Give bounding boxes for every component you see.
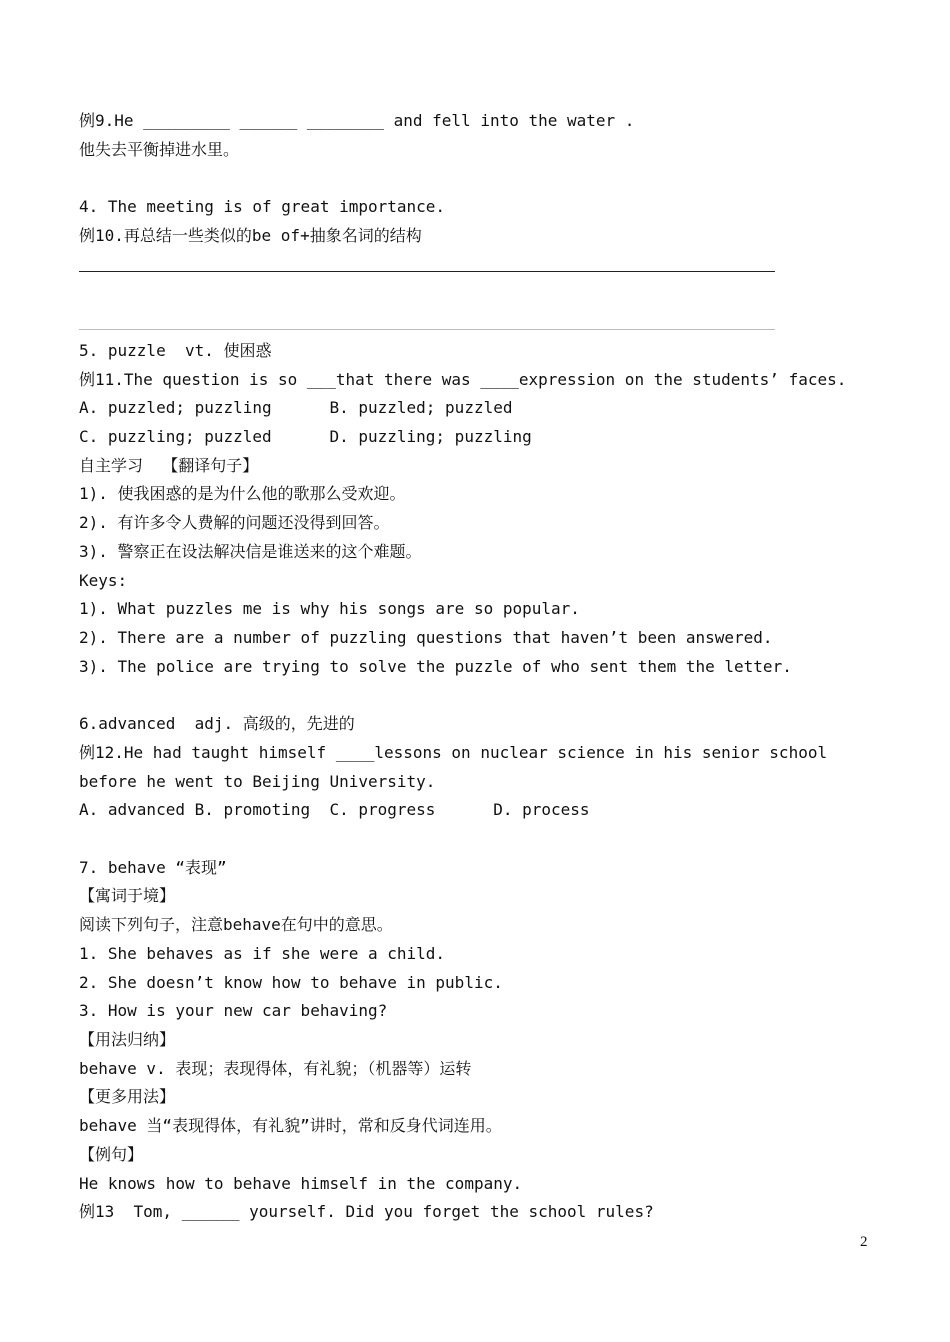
- item-4-heading: 4. The meeting is of great importance.: [79, 197, 446, 216]
- context-sentence-2: 2. She doesn’t know how to behave in public.: [79, 973, 503, 992]
- divider-line: [79, 329, 775, 330]
- translate-item-3: 3). 警察正在设法解决信是谁送来的这个难题。: [79, 542, 422, 561]
- key-item-1: 1). What puzzles me is why his songs are so popular.: [79, 599, 580, 618]
- translate-item-2: 2). 有许多令人费解的问题还没得到回答。: [79, 513, 390, 532]
- keys-heading: Keys:: [79, 571, 128, 590]
- context-heading: 【寓词于境】: [79, 886, 176, 905]
- answer-line: [79, 271, 775, 272]
- example-9-translation: 他失去平衡掉进水里。: [79, 140, 240, 159]
- context-sentence-1: 1. She behaves as if she were a child.: [79, 944, 446, 963]
- example-11-options-ab: A. puzzled; puzzling B. puzzled; puzzled: [79, 398, 513, 417]
- self-study-heading: 自主学习 【翻译句子】: [79, 456, 259, 475]
- example-heading: 【例句】: [79, 1145, 144, 1164]
- example-12-options: A. advanced B. promoting C. progress D. process: [79, 800, 590, 819]
- more-usage-text: behave 当“表现得体，有礼貌”讲时，常和反身代词连用。: [79, 1116, 502, 1135]
- example-13-line: 例13 Tom, ______ yourself. Did you forget the school rules?: [79, 1202, 654, 1221]
- usage-definition: behave v. 表现；表现得体，有礼貌；（机器等）运转: [79, 1059, 472, 1078]
- example-9-line: 例9.He _________ ______ ________ and fell into the water .: [79, 111, 635, 130]
- usage-heading: 【用法归纳】: [79, 1030, 176, 1049]
- key-item-3: 3). The police are trying to solve the puzzle of who sent them the letter.: [79, 657, 792, 676]
- example-11-options-cd: C. puzzling; puzzled D. puzzling; puzzling: [79, 427, 532, 446]
- page-number: 2: [860, 1234, 868, 1250]
- example-12-line-1: 例12.He had taught himself ____lessons on nuclear science in his senior school: [79, 743, 828, 762]
- example-11-line: 例11.The question is so ___that there was ____expression on the students’ faces.: [79, 370, 847, 389]
- example-10-line: 例10.再总结一些类似的be of+抽象名词的结构: [79, 226, 422, 245]
- more-usage-heading: 【更多用法】: [79, 1087, 176, 1106]
- translate-item-1: 1). 使我困惑的是为什么他的歌那么受欢迎。: [79, 484, 406, 503]
- key-item-2: 2). There are a number of puzzling questions that haven’t been answered.: [79, 628, 773, 647]
- context-sentence-3: 3. How is your new car behaving?: [79, 1001, 388, 1020]
- item-7-heading: 7. behave “表现”: [79, 858, 227, 877]
- item-6-heading: 6.advanced adj. 高级的，先进的: [79, 714, 355, 733]
- example-12-line-2: before he went to Beijing University.: [79, 772, 436, 791]
- item-5-heading: 5. puzzle vt. 使困惑: [79, 341, 272, 360]
- context-instruction: 阅读下列句子，注意behave在句中的意思。: [79, 915, 393, 934]
- example-sentence: He knows how to behave himself in the company.: [79, 1174, 523, 1193]
